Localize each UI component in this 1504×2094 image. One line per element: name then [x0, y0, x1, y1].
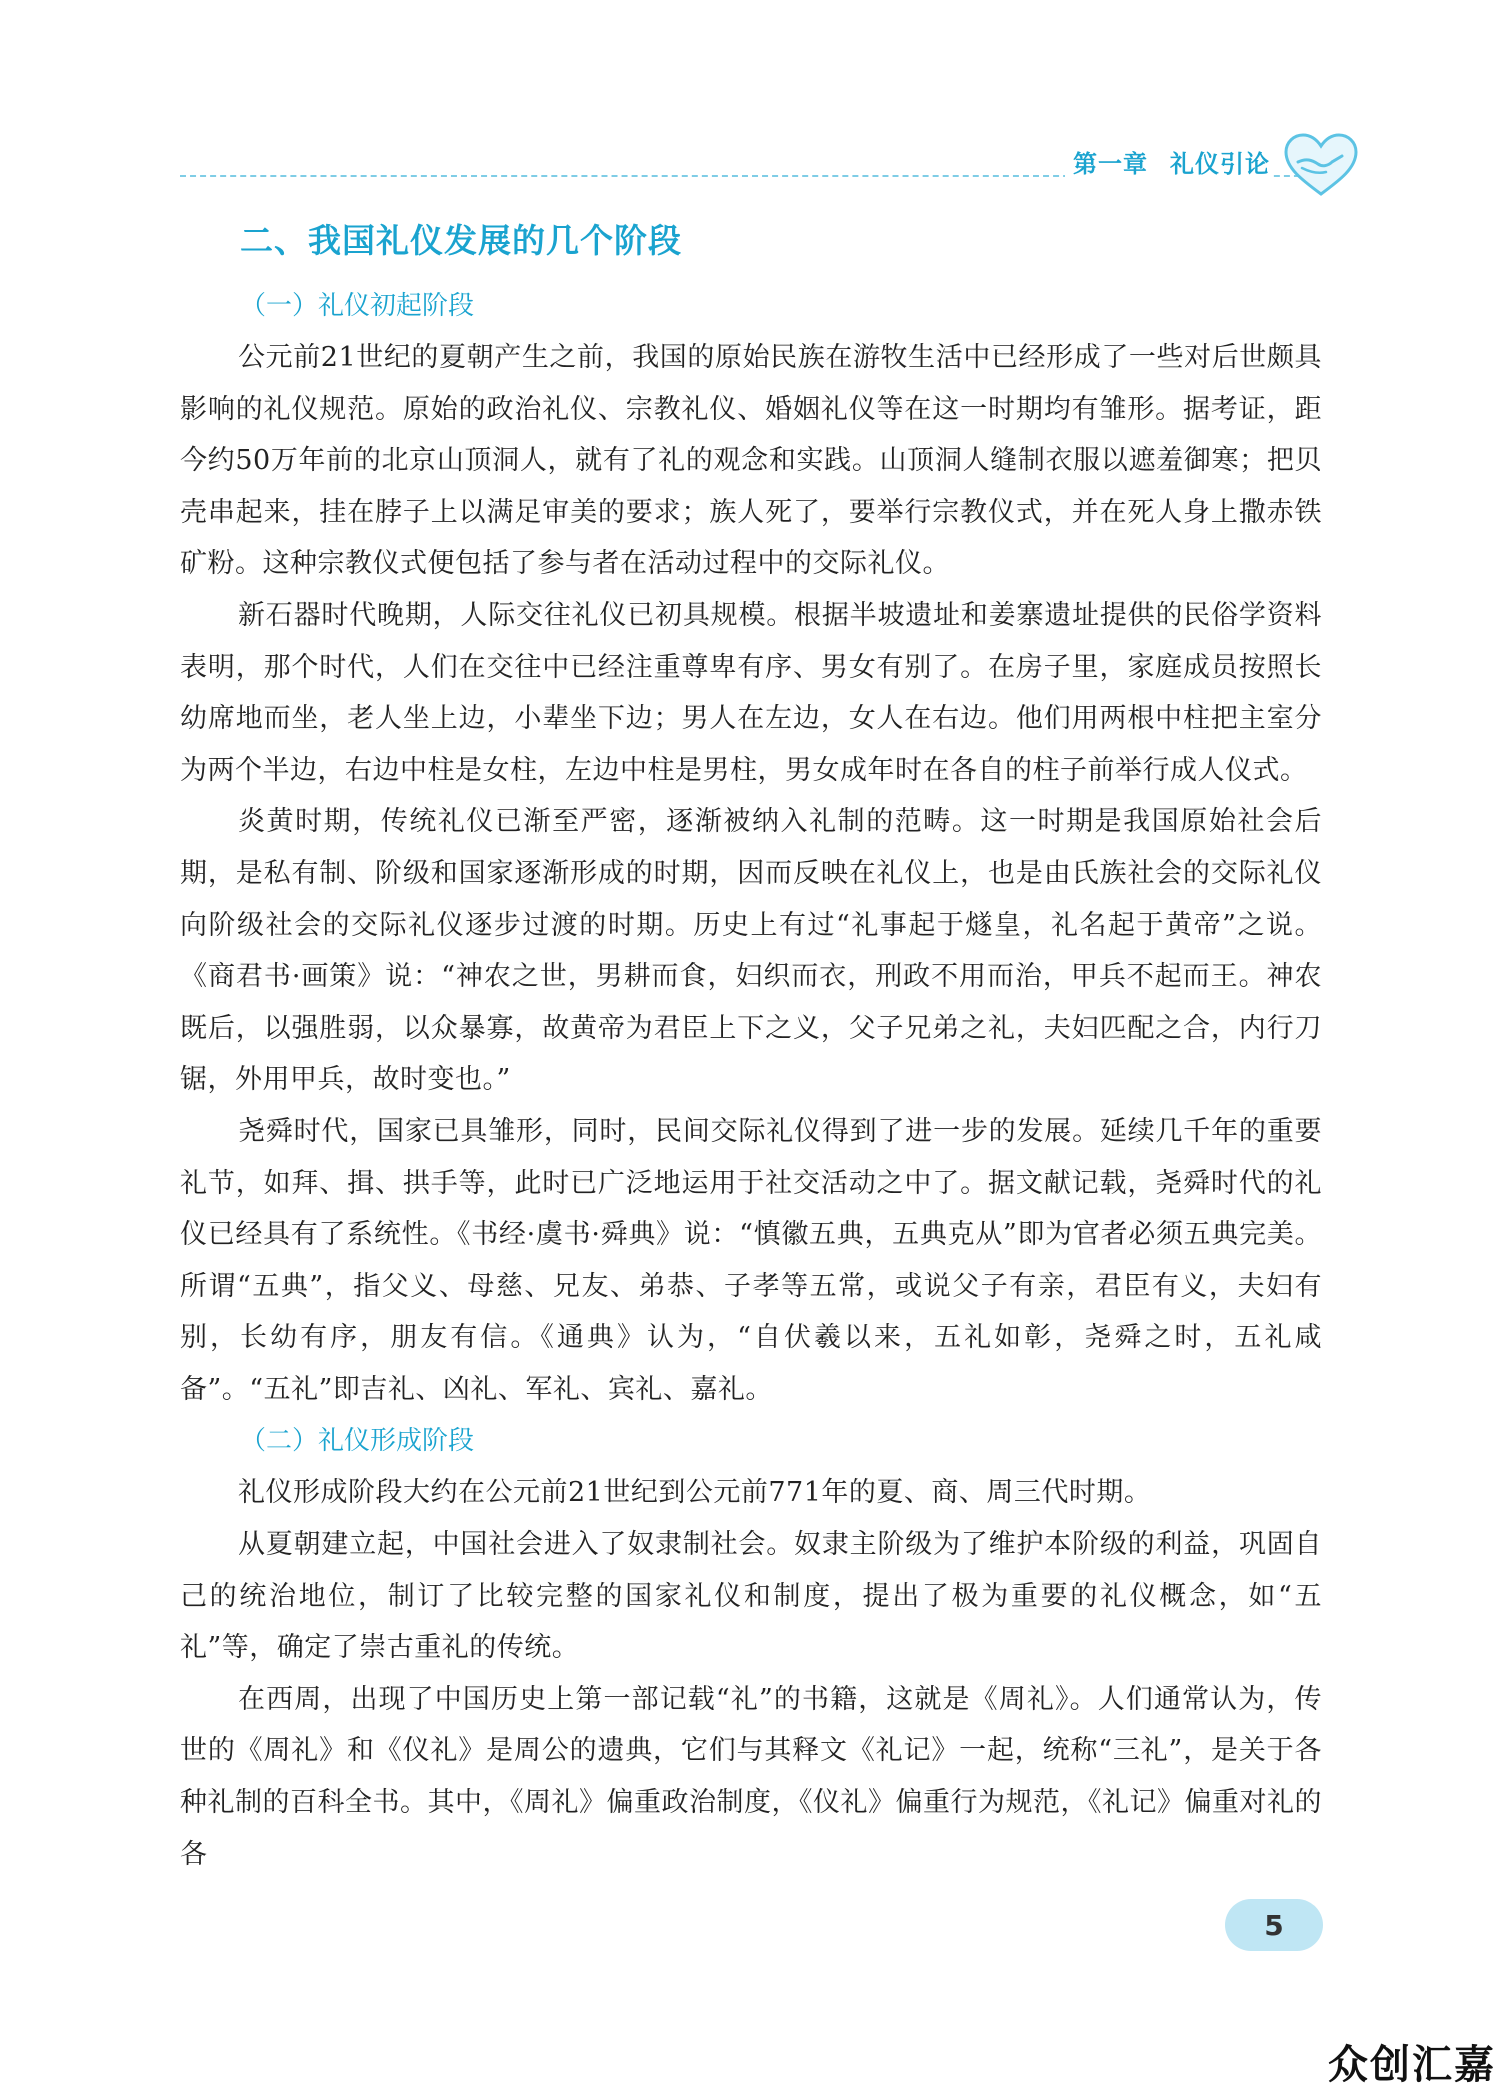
paragraph: 炎黄时期，传统礼仪已渐至严密，逐渐被纳入礼制的范畴。这一时期是我国原始社会后期，是私有制、阶级和国家逐渐形成的时期，因而反映在礼仪上，也是由氏族社会的交际礼仪向阶级社会的交际礼仪逐步过渡的时期。历史上有过“礼事起于燧皇，礼名起于黄帝”之说。《商君书·画策》说：“神农之世，男耕而食，妇织而衣，刑政不用而治，甲兵不起而王。神农既后，以强胜弱，以众暴寡，故黄帝为君臣上下之义，父子兄弟之礼，夫妇匹配之合，内行刀锯，外用甲兵，故时变也。”	[180, 806, 1322, 1096]
subsection-title: （一）礼仪初起阶段	[240, 291, 475, 321]
heart-handshake-icon	[1282, 132, 1360, 198]
subsection-title: （二）礼仪形成阶段	[240, 1426, 475, 1457]
chapter-title: 礼仪引论	[1170, 150, 1270, 178]
paragraph: 礼仪形成阶段大约在公元前21世纪到公元前771年的夏、商、周三代时期。	[238, 1477, 1152, 1509]
paragraph: 从夏朝建立起，中国社会进入了奴隶制社会。奴隶主阶级为了维护本阶级的利益，巩固自己的统治地位，制订了比较完整的国家礼仪和制度，提出了极为重要的礼仪概念，如“五礼”等，确定了崇古重礼的传统。	[180, 1529, 1322, 1664]
page-number: 5	[1225, 1899, 1323, 1951]
watermark-logo: 众创汇嘉	[1328, 2042, 1496, 2088]
running-header	[180, 140, 1360, 200]
page-content	[180, 215, 1322, 1880]
chapter-number: 第一章	[1073, 150, 1148, 178]
paragraph: 尧舜时代，国家已具雏形，同时，民间交际礼仪得到了进一步的发展。延续几千年的重要礼节，如拜、揖、拱手等，此时已广泛地运用于社交活动之中了。据文献记载，尧舜时代的礼仪已经具有了系统性。《书经·虞书·舜典》说：“慎徽五典，五典克从”即为官者必须五典完美。所谓“五典”，指父义、母慈、兄友、弟恭、子孝等五常，或说父子有亲，君臣有义，夫妇有别，长幼有序，朋友有信。《通典》认为，“自伏羲以来，五礼如彰，尧舜之时，五礼咸备”。“五礼”即吉礼、凶礼、军礼、宾礼、嘉礼。	[180, 1115, 1322, 1405]
paragraph: 在西周，出现了中国历史上第一部记载“礼”的书籍，这就是《周礼》。人们通常认为，传世的《周礼》和《仪礼》是周公的遗典，它们与其释文《礼记》一起，统称“三礼”，是关于各种礼制的百科全书。其中，《周礼》偏重政治制度，《仪礼》偏重行为规范，《礼记》偏重对礼的各	[180, 1683, 1322, 1870]
paragraph: 公元前21世纪的夏朝产生之前，我国的原始民族在游牧生活中已经形成了一些对后世颇具影响的礼仪规范。原始的政治礼仪、宗教礼仪、婚姻礼仪等在这一时期均有雏形。据考证，距今约50万年前的北京山顶洞人，就有了礼的观念和实践。山顶洞人缝制衣服以遮羞御寒；把贝壳串起来，挂在脖子上以满足审美的要求；族人死了，要举行宗教仪式，并在死人身上撒赤铁矿粉。这种宗教仪式便包括了参与者在活动过程中的交际礼仪。	[180, 342, 1322, 580]
section-title: 二、我国礼仪发展的几个阶段	[240, 221, 682, 260]
chapter-label	[1065, 144, 1270, 179]
paragraph: 新石器时代晚期，人际交往礼仪已初具规模。根据半坡遗址和姜寨遗址提供的民俗学资料表明，那个时代，人们在交往中已经注重尊卑有序、男女有别了。在房子里，家庭成员按照长幼席地而坐，老人坐上边，小辈坐下边；男人在左边，女人在右边。他们用两根中柱把主室分为两个半边，右边中柱是女柱，左边中柱是男柱，男女成年时在各自的柱子前举行成人仪式。	[180, 599, 1322, 786]
